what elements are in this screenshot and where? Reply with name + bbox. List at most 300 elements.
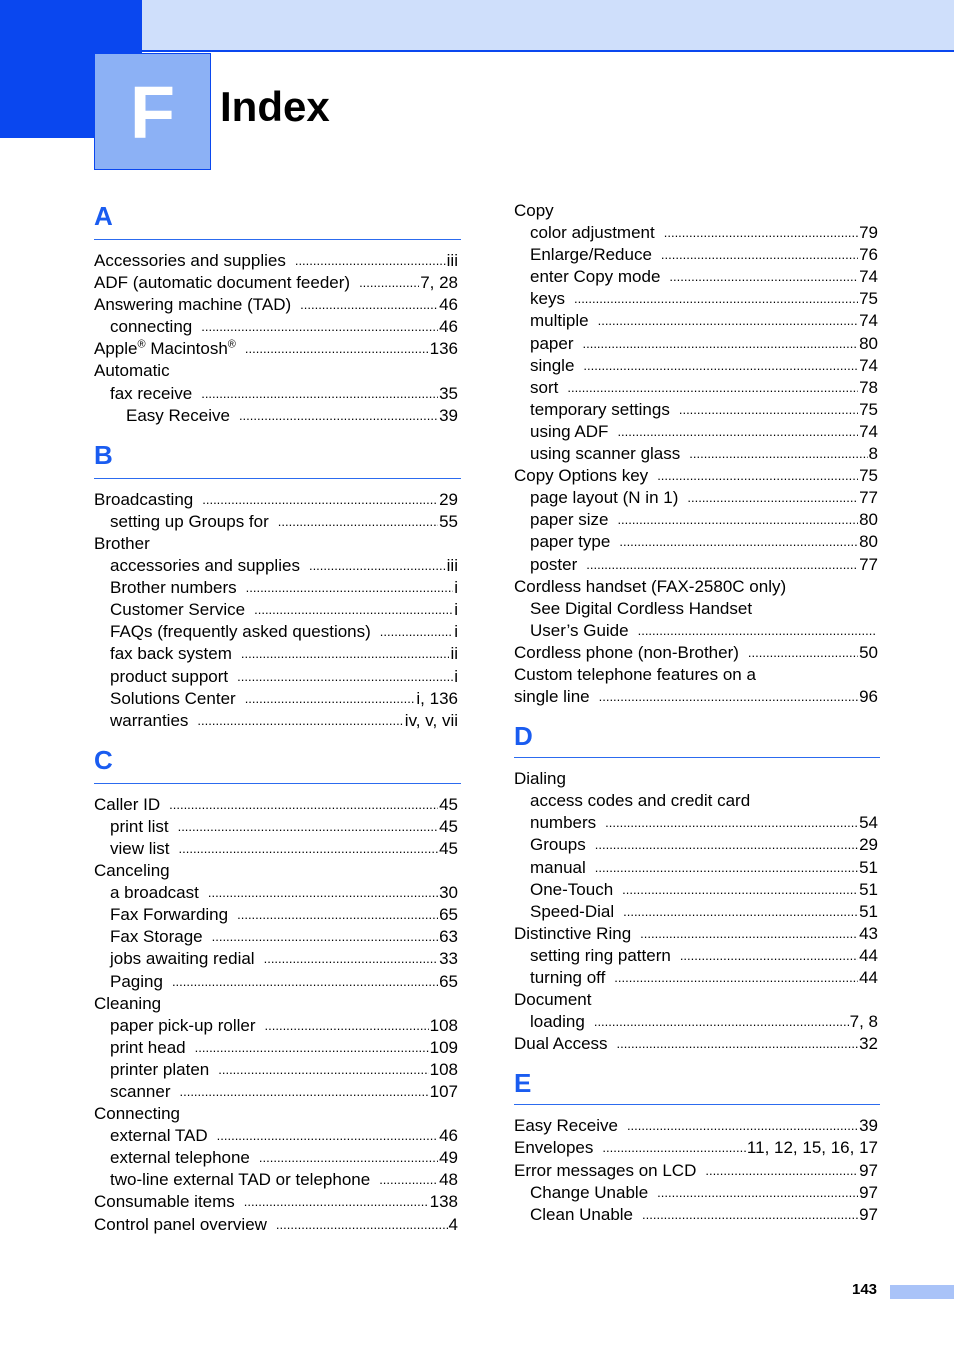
index-term [530,509,608,531]
index-term-text: multiple [530,311,589,331]
index-page-refs: 39 [439,405,458,425]
index-page-refs: 32 [859,1034,878,1054]
index-entry [94,993,458,1015]
index-term [514,1033,608,1055]
index-page-refs: 8 [868,444,878,464]
dot-leader [567,377,858,399]
index-entry [514,879,878,901]
index-term-text: One-Touch [530,879,614,899]
index-page-refs: 74 [859,355,878,375]
index-entry [514,834,878,856]
index-page-refs: 76 [859,245,878,265]
index-term [530,487,678,509]
index-entry [514,200,878,222]
index-term-text: Caller ID [94,794,161,814]
index-term-text: view list [110,838,170,858]
index-term [110,316,192,338]
dot-leader [379,1169,438,1191]
index-page-refs: 75 [859,399,878,419]
index-term-text: Dual Access [514,1034,608,1054]
dot-leader [657,1182,858,1204]
index-term [110,948,255,970]
index-entry [94,710,458,732]
index-term-text: external telephone [110,1148,250,1168]
dot-leader [169,794,438,816]
index-term [530,333,573,355]
index-term-text: Error messages on LCD [514,1160,697,1180]
dot-leader [265,1015,429,1037]
dot-leader [245,688,416,710]
index-term [94,250,286,272]
index-term-text: printer platen [110,1059,210,1079]
index-term [530,421,608,443]
dot-leader [687,487,858,509]
dot-leader [602,1137,746,1159]
dot-leader [295,250,446,272]
index-page-refs: 11, 12, 15, 16, 17 [746,1138,878,1158]
dot-leader [159,533,457,555]
chapter-letter-box: F [94,53,211,170]
index-page-refs: 43 [859,923,878,943]
index-page-refs: 77 [859,488,878,508]
index-term [110,688,236,710]
index-page-refs: 4 [448,1214,458,1234]
registered-mark: ® [137,338,146,351]
index-entry [514,509,878,531]
index-term-text: using scanner glass [530,444,681,464]
dot-leader [680,945,858,967]
index-term-text: paper type [530,532,611,552]
index-entry [94,882,458,904]
index-term-text: product support [110,666,229,686]
index-term-text: temporary settings [530,399,670,419]
dot-leader [598,310,858,332]
index-entry [514,768,878,790]
index-term-text: Groups [530,835,586,855]
registered-mark: ® [227,338,236,351]
index-term [530,244,652,266]
index-term [110,710,188,732]
index-term-text: See Digital Cordless Handset [530,598,753,618]
index-entry [94,688,458,710]
index-entry [514,664,878,686]
index-term-text: Connecting [94,1104,181,1124]
index-page-refs: 65 [439,971,458,991]
index-column-right [514,200,880,1226]
index-term [514,686,590,708]
index-term [514,1160,696,1182]
index-page-refs: 7, 8 [849,1012,878,1032]
index-term [514,642,739,664]
index-term-text: turning off [530,968,606,987]
index-term [94,1214,267,1236]
index-page-refs: 7, 28 [420,273,458,293]
index-page-refs: 50 [859,642,878,662]
dot-leader [245,338,429,360]
index-page-refs: 74 [859,311,878,331]
index-term-text: Fax Storage [110,927,203,947]
index-term-text: print list [110,816,169,836]
index-column-left [94,200,461,1236]
index-term [530,620,629,642]
index-entry [514,967,878,989]
index-page-refs: iv, v, vii [404,710,458,730]
page-number: 143 [852,1281,878,1298]
index-entry [94,860,458,882]
index-term [514,664,756,686]
index-term-text: setting ring pattern [530,945,671,965]
index-term [94,489,193,511]
index-term-text: Apple [94,339,138,359]
index-term [94,860,170,882]
dot-leader [246,577,454,599]
index-entry [514,1204,878,1226]
index-entry [94,294,458,316]
index-page-refs: 79 [859,223,878,243]
section-heading: D [514,720,880,758]
index-page-refs: 109 [429,1037,458,1057]
index-term-text: accessories and supplies [110,556,300,576]
index-entry [514,554,878,576]
index-term [530,377,558,399]
index-term-text: Automatic [94,361,170,381]
index-term-text: enter Copy mode [530,267,661,287]
index-page-refs: 97 [859,1182,878,1202]
dot-leader [259,1147,438,1169]
dot-leader [278,511,438,533]
dot-leader [575,768,877,790]
index-page-refs: 39 [859,1116,878,1136]
index-term [530,310,589,332]
index-term [110,577,237,599]
index-entry [514,377,878,399]
index-entry [94,1015,458,1037]
index-page-refs: i [454,622,458,642]
dot-leader [669,266,858,288]
index-term-text: Consumable items [94,1192,235,1212]
index-term-text: scanner [110,1082,171,1101]
dot-leader [254,599,453,621]
index-entry [94,489,458,511]
dot-leader [380,621,453,643]
index-entry [94,405,458,427]
index-entry [514,901,878,923]
dot-leader [761,598,877,620]
index-term [110,383,192,405]
index-entry [94,643,458,665]
index-page-refs: 80 [859,510,878,530]
index-term-text: jobs awaiting redial [110,949,255,969]
index-page-refs: 45 [439,794,458,814]
index-term-text: Enlarge/Reduce [530,245,652,265]
index-term-text: manual [530,857,586,877]
index-entry [514,333,878,355]
index-term-text: Broadcasting [94,489,194,509]
index-entry [94,250,458,272]
page-number-tab [890,1285,954,1299]
index-entry [514,465,878,487]
dot-leader [197,710,403,732]
index-page-refs: 107 [429,1082,458,1101]
index-page-refs: 46 [439,295,458,315]
dot-leader [617,1033,859,1055]
index-page-refs: iii [446,251,458,270]
dot-leader [623,901,858,923]
dot-leader [582,333,858,355]
index-term-text: paper pick-up roller [110,1015,256,1035]
index-term [126,405,230,427]
index-page-refs: i [454,666,458,686]
index-term-text: using ADF [530,421,609,441]
index-page-refs: i, 136 [416,688,458,708]
index-term-text: Control panel overview [94,1214,267,1234]
index-term-text: Brother numbers [110,578,237,598]
dot-leader [594,1011,849,1033]
index-term [110,511,269,533]
index-entry [94,621,458,643]
index-entry [514,355,878,377]
index-term [110,904,228,926]
index-term-text: User’s Guide [530,620,629,640]
index-page-refs: 138 [429,1192,458,1212]
index-term-text: access codes and credit card [530,791,751,811]
index-page-refs: iii [446,556,458,576]
index-page-refs: 77 [859,554,878,574]
index-term [530,443,680,465]
index-term [530,288,565,310]
dot-leader [239,405,438,427]
index-entry [514,1033,878,1055]
index-term-text: Customer Service [110,600,246,620]
index-term-text: two-line external TAD or telephone [110,1170,371,1190]
section-heading: C [94,744,461,784]
index-term [530,1182,648,1204]
dot-leader [679,399,858,421]
index-entry [94,1147,458,1169]
dot-leader [208,882,438,904]
index-term-text: Copy Options key [514,466,649,486]
index-term [530,812,596,834]
index-entry [94,1059,458,1081]
index-term-text: Custom telephone features on a [514,664,756,684]
dot-leader [237,666,453,688]
index-term-text: Fax Forwarding [110,905,229,925]
index-term-text: Canceling [94,861,170,881]
dot-leader [201,383,438,405]
index-entry [94,816,458,838]
index-page-refs: 35 [439,383,458,403]
index-entry [94,666,458,688]
index-entry [94,1103,458,1125]
dot-leader [212,926,438,948]
index-page-refs: 46 [439,317,458,337]
dot-leader [622,879,858,901]
index-term-text: external TAD [110,1126,208,1146]
index-term-text: keys [530,289,565,309]
index-entry [514,598,878,620]
index-term [530,222,655,244]
dot-leader [574,288,858,310]
dot-leader [605,812,858,834]
header-band [142,0,954,52]
dot-leader [614,967,858,989]
index-entry [94,599,458,621]
index-page-refs: 54 [859,813,878,833]
dot-leader [237,904,438,926]
dot-leader [179,838,439,860]
index-entry [94,272,458,294]
index-term-text: sort [530,377,559,397]
dot-leader [178,816,439,838]
dot-leader [765,664,877,686]
dot-leader [599,686,858,708]
index-term [530,531,610,553]
dot-leader [617,421,858,443]
index-entry [514,266,878,288]
index-entry [514,531,878,553]
index-page-refs: 75 [859,289,878,309]
index-term-text: Paging [110,971,163,991]
index-entry [94,904,458,926]
index-term-text: single [530,355,575,375]
dot-leader [300,294,438,316]
index-page-refs: 97 [859,1160,878,1180]
index-term [110,555,300,577]
index-term-text: Cordless handset (FAX-2580C only) [514,576,787,596]
dot-leader [170,993,457,1015]
index-term [110,666,228,688]
dot-leader [563,200,877,222]
index-term [110,621,371,643]
index-term [530,945,671,967]
index-term-text: a broadcast [110,883,199,903]
index-term-text: FAQs (frequently asked questions) [110,622,371,642]
index-term-text: ADF (automatic document feeder) [94,273,351,293]
index-page-refs: 65 [439,905,458,925]
index-term [110,1037,186,1059]
index-term-text: Brother [94,533,150,553]
index-term-text: Solutions Center [110,688,236,708]
dot-leader [795,576,877,598]
index-term-text: single line [514,687,590,707]
index-entry [514,1182,878,1204]
index-entry [94,948,458,970]
index-entry [514,857,878,879]
index-term-text: Cleaning [94,993,162,1013]
index-entry [514,1115,878,1137]
index-page-refs: 74 [859,421,878,441]
index-term [514,1115,618,1137]
index-term-text: paper [530,333,574,353]
index-term [94,294,291,316]
index-page-refs: 29 [859,835,878,855]
index-term [110,1081,170,1103]
index-term-text: page layout (N in 1) [530,488,679,508]
index-page-refs: 75 [859,466,878,486]
index-entry [94,511,458,533]
index-entry [94,971,458,993]
index-term [530,879,613,901]
index-term [110,1169,370,1191]
dot-leader [600,989,877,1011]
index-term-text: Envelopes [514,1138,594,1158]
index-term-text: Speed-Dial [530,901,615,921]
index-page-refs: 51 [859,879,878,899]
dot-leader [201,316,438,338]
index-entry [514,576,878,598]
index-page-refs: 108 [429,1059,458,1079]
index-page-refs: 74 [859,267,878,287]
index-entry [94,838,458,860]
index-page-refs: i [454,600,458,620]
dot-leader [759,790,877,812]
dot-leader [748,642,858,664]
index-term [110,1125,208,1147]
index-term [514,576,786,598]
index-page-refs: 51 [859,857,878,877]
index-term-text: Document [514,990,592,1010]
dot-leader [638,620,877,642]
index-entry [514,310,878,332]
section-heading: E [514,1067,880,1105]
index-term-text: Accessories and supplies [94,251,286,270]
index-page-refs: 49 [439,1148,458,1168]
index-term [110,926,203,948]
index-page-refs: 96 [859,687,878,707]
index-term [110,838,170,860]
index-term-text: setting up Groups for [110,511,269,531]
index-entry [94,360,458,382]
dot-leader [640,923,858,945]
index-term-text: poster [530,554,578,574]
index-entry [94,926,458,948]
dot-leader [309,555,446,577]
index-entry [514,1137,878,1159]
index-term-text: Copy [514,201,554,220]
index-entry [514,620,878,642]
index-entry [514,989,878,1011]
index-entry [514,487,878,509]
index-term-text: color adjustment [530,223,655,243]
index-term [514,768,566,790]
index-term [530,554,577,576]
index-page-refs: 48 [439,1170,458,1190]
index-page-refs: 63 [439,927,458,947]
index-page-refs: 45 [439,838,458,858]
index-term [94,360,170,382]
index-entry [94,577,458,599]
index-term-text: connecting [110,317,193,337]
dot-leader [189,1103,457,1125]
index-entry [94,1081,458,1103]
index-term-text: Clean Unable [530,1204,634,1224]
index-term [530,790,750,812]
index-page-refs: i [454,578,458,598]
index-entry [514,399,878,421]
index-entry [94,383,458,405]
dot-leader [617,509,858,531]
index-term [94,1103,180,1125]
index-term-text: numbers [530,813,597,833]
dot-leader [276,1214,448,1236]
dot-leader [172,971,438,993]
index-entry [94,1214,458,1236]
index-term [110,971,163,993]
dot-leader [217,1125,438,1147]
dot-leader [627,1115,858,1137]
index-term-text: loading [530,1012,585,1032]
page-title: Index [220,83,330,130]
